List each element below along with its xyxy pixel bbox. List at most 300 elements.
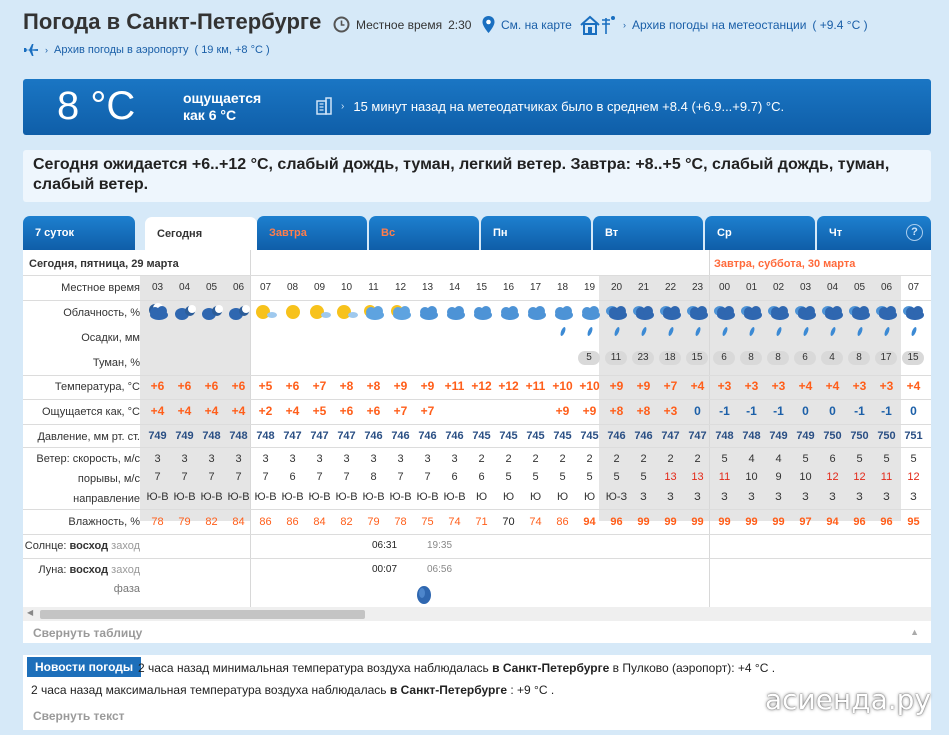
temperature-cell: +11 bbox=[525, 379, 546, 393]
wind-speed-cell: 2 bbox=[640, 453, 647, 465]
wind-speed-cell: 3 bbox=[343, 453, 350, 465]
collapse-up-icon[interactable]: ▲ bbox=[910, 627, 919, 637]
sun-prefix: Солнце: bbox=[24, 540, 67, 552]
wind-direction-cell: З bbox=[856, 491, 863, 503]
overcast-icon bbox=[846, 302, 873, 325]
overcast-icon bbox=[684, 302, 711, 325]
wind-gust-cell: 6 bbox=[478, 471, 485, 483]
partly-sunny-icon bbox=[306, 302, 333, 325]
wind-direction-cell: З bbox=[721, 491, 728, 503]
row-divider bbox=[23, 509, 931, 510]
partly-cloudy-night-icon bbox=[171, 302, 198, 325]
partly-cloudy-night-icon bbox=[225, 302, 252, 325]
partly-cloudy-night-icon bbox=[198, 302, 225, 325]
wind-direction-cell: Ю bbox=[583, 491, 596, 503]
humidity-cell: 99 bbox=[772, 516, 785, 528]
feels-like-cell: -1 bbox=[854, 404, 865, 418]
wind-gust-cell: 5 bbox=[559, 471, 566, 483]
overcast-icon bbox=[657, 302, 684, 325]
moonrise-time: 00:07 bbox=[372, 564, 398, 575]
pressure-cell: 745 bbox=[472, 430, 491, 442]
cloudy-icon bbox=[468, 302, 495, 325]
wind-speed-cell: 3 bbox=[262, 453, 269, 465]
temperature-cell: +4 bbox=[690, 379, 705, 393]
temperature-cell: +12 bbox=[498, 379, 519, 393]
tab-wednesday[interactable]: Ср bbox=[705, 216, 815, 250]
pressure-cell: 745 bbox=[553, 430, 572, 442]
hour-cell: 06 bbox=[880, 282, 893, 293]
help-icon[interactable]: ? bbox=[906, 224, 923, 241]
feels-like-cell: +4 bbox=[150, 404, 165, 418]
horizontal-scrollbar[interactable] bbox=[23, 607, 931, 621]
pressure-cell: 749 bbox=[148, 430, 167, 442]
wind-direction-cell: З bbox=[910, 491, 917, 503]
feels-like bbox=[183, 90, 261, 124]
current-weather-bar bbox=[23, 79, 931, 135]
pressure-cell: 747 bbox=[661, 430, 680, 442]
feels-like-cell: 0 bbox=[694, 404, 701, 418]
row-divider bbox=[23, 558, 931, 559]
humidity-cell: 79 bbox=[178, 516, 191, 528]
feels-like-cell: +8 bbox=[636, 404, 651, 418]
feels-like-cell: +8 bbox=[609, 404, 624, 418]
news-city: в Санкт-Петербурге bbox=[389, 683, 507, 697]
hour-cell: 07 bbox=[907, 282, 920, 293]
hour-cell: 02 bbox=[772, 282, 785, 293]
wind-speed-cell: 3 bbox=[397, 453, 404, 465]
cloudy-icon bbox=[549, 302, 576, 325]
wind-direction-cell: Ю-В bbox=[146, 491, 169, 503]
temperature-cell: +11 bbox=[444, 379, 465, 393]
wind-gust-cell: 7 bbox=[154, 471, 161, 483]
wind-direction-cell: Ю-В bbox=[200, 491, 223, 503]
station-archive-label[interactable]: Архив погоды на метеостанции bbox=[632, 18, 807, 32]
wind-gust-cell: 7 bbox=[343, 471, 350, 483]
wind-direction-cell: Ю bbox=[556, 491, 569, 503]
wind-gust-cell: 11 bbox=[718, 471, 731, 483]
pressure-cell: 746 bbox=[391, 430, 410, 442]
row-divider bbox=[23, 375, 931, 376]
wind-gust-cell: 7 bbox=[208, 471, 215, 483]
temperature-cell: +8 bbox=[339, 379, 354, 393]
tab-monday[interactable]: Пн bbox=[481, 216, 591, 250]
feels-like-cell: +9 bbox=[555, 404, 570, 418]
moon-set-label: заход bbox=[111, 564, 140, 576]
humidity-cell: 78 bbox=[394, 516, 407, 528]
pressure-cell: 748 bbox=[256, 430, 275, 442]
humidity-cell: 70 bbox=[502, 516, 515, 528]
cloudy-night-icon bbox=[144, 302, 171, 325]
cloudy-icon bbox=[576, 302, 603, 325]
temperature-cell: +4 bbox=[825, 379, 840, 393]
temperature-cell: +6 bbox=[177, 379, 192, 393]
temperature-cell: +10 bbox=[552, 379, 573, 393]
temperature-cell: +10 bbox=[579, 379, 600, 393]
wind-direction-cell: Ю-В bbox=[173, 491, 196, 503]
news-city: в Санкт-Петербурге bbox=[492, 661, 610, 675]
wind-gust-cell: 10 bbox=[745, 471, 758, 483]
wind-gust-cell: 12 bbox=[907, 471, 920, 483]
row-label-local-time: Местное время bbox=[61, 282, 140, 294]
humidity-cell: 96 bbox=[610, 516, 623, 528]
local-time-value: 2:30 bbox=[448, 17, 472, 32]
feels-like-cell: +2 bbox=[258, 404, 273, 418]
wind-speed-cell: 5 bbox=[910, 453, 917, 465]
cloudy-icon bbox=[522, 302, 549, 325]
temperature-cell: +7 bbox=[312, 379, 327, 393]
temperature-cell: +6 bbox=[285, 379, 300, 393]
wind-speed-cell: 3 bbox=[208, 453, 215, 465]
wind-speed-cell: 3 bbox=[316, 453, 323, 465]
row-label-pressure: Давление, мм рт. ст. bbox=[37, 431, 140, 443]
humidity-cell: 99 bbox=[637, 516, 650, 528]
tab-sunday[interactable]: Вс bbox=[369, 216, 479, 250]
day-tabs bbox=[23, 216, 931, 250]
wind-speed-cell: 2 bbox=[613, 453, 620, 465]
temperature-cell: +9 bbox=[609, 379, 624, 393]
hour-cell: 22 bbox=[664, 282, 677, 293]
news-text: : +9 °C . bbox=[510, 683, 555, 697]
overcast-icon bbox=[630, 302, 657, 325]
hour-cell: 15 bbox=[475, 282, 488, 293]
temperature-cell: +3 bbox=[717, 379, 732, 393]
fog-value: 8 bbox=[767, 351, 789, 365]
temperature-cell: +9 bbox=[393, 379, 408, 393]
wind-direction-cell: З bbox=[775, 491, 782, 503]
raindrop-icon bbox=[560, 327, 567, 336]
feels-like-cell: 0 bbox=[802, 404, 809, 418]
pressure-cell: 747 bbox=[337, 430, 356, 442]
row-label-moon-phase: фаза bbox=[113, 583, 140, 595]
wind-direction-cell: З bbox=[694, 491, 701, 503]
fog-value: 8 bbox=[740, 351, 762, 365]
weather-station-icon bbox=[579, 14, 617, 36]
moon-prefix: Луна: bbox=[38, 564, 67, 576]
feels-like-cell: -1 bbox=[773, 404, 784, 418]
hour-cell: 06 bbox=[232, 282, 245, 293]
hour-cell: 11 bbox=[368, 282, 379, 293]
humidity-cell: 75 bbox=[421, 516, 434, 528]
local-time bbox=[333, 16, 471, 33]
watermark-logo: асиенда.ру bbox=[764, 683, 931, 716]
wind-direction-cell: З bbox=[802, 491, 809, 503]
cloudy-icon bbox=[495, 302, 522, 325]
temperature-cell: +3 bbox=[852, 379, 867, 393]
airport-archive-link[interactable] bbox=[23, 43, 270, 57]
fog-value: 4 bbox=[821, 351, 843, 365]
humidity-cell: 74 bbox=[529, 516, 542, 528]
hour-cell: 05 bbox=[853, 282, 866, 293]
wind-gust-cell: 6 bbox=[451, 471, 458, 483]
row-label-precip: Осадки, мм bbox=[81, 332, 140, 344]
chevron-right-icon: › bbox=[341, 100, 345, 112]
wind-direction-cell: Ю-В bbox=[362, 491, 385, 503]
humidity-cell: 99 bbox=[718, 516, 731, 528]
row-label-moon bbox=[23, 564, 140, 576]
pressure-cell: 746 bbox=[634, 430, 653, 442]
hour-cell: 03 bbox=[799, 282, 812, 293]
partly-sunny-icon bbox=[333, 302, 360, 325]
hour-cell: 05 bbox=[205, 282, 218, 293]
overcast-icon bbox=[765, 302, 792, 325]
feels-like-cell: +4 bbox=[177, 404, 192, 418]
humidity-cell: 86 bbox=[556, 516, 569, 528]
temperature-cell: +9 bbox=[420, 379, 435, 393]
pressure-cell: 746 bbox=[418, 430, 437, 442]
pressure-cell: 746 bbox=[364, 430, 383, 442]
wind-direction-cell: Ю bbox=[529, 491, 542, 503]
wind-speed-cell: 3 bbox=[154, 453, 161, 465]
pressure-cell: 750 bbox=[877, 430, 896, 442]
hour-cell: 16 bbox=[502, 282, 515, 293]
airport-archive-info: ( 19 км, +8 °C ) bbox=[194, 44, 270, 56]
row-divider bbox=[23, 275, 931, 276]
hour-cell: 03 bbox=[151, 282, 164, 293]
wind-speed-cell: 4 bbox=[748, 453, 755, 465]
tab-thursday[interactable] bbox=[817, 216, 931, 250]
row-divider bbox=[23, 447, 931, 448]
wind-direction-cell: Ю-В bbox=[443, 491, 466, 503]
news-text: в Пулково (аэропорт): +4 °C . bbox=[612, 661, 776, 675]
temperature-cell: +12 bbox=[471, 379, 492, 393]
hour-cell: 07 bbox=[259, 282, 272, 293]
temperature-cell: +3 bbox=[771, 379, 786, 393]
temperature-cell: +8 bbox=[366, 379, 381, 393]
temperature-cell: +6 bbox=[204, 379, 219, 393]
overcast-icon bbox=[738, 302, 765, 325]
news-text: 2 часа назад максимальная температура воздуха наблюдалась bbox=[31, 683, 387, 697]
humidity-cell: 99 bbox=[745, 516, 758, 528]
wind-gust-cell: 5 bbox=[586, 471, 593, 483]
wind-direction-cell: Ю-В bbox=[335, 491, 358, 503]
temperature-cell: +6 bbox=[231, 379, 246, 393]
scroll-left-icon[interactable]: ◀ bbox=[27, 608, 34, 617]
feels-like-cell: 0 bbox=[829, 404, 836, 418]
wind-speed-cell: 3 bbox=[235, 453, 242, 465]
feels-like-cell: +7 bbox=[393, 404, 408, 418]
row-label-fog: Туман, % bbox=[92, 357, 140, 369]
pressure-cell: 748 bbox=[229, 430, 248, 442]
local-time-label: Местное время bbox=[356, 17, 443, 32]
wind-direction-cell: З bbox=[829, 491, 836, 503]
hour-cell: 17 bbox=[529, 282, 542, 293]
hour-cell: 00 bbox=[718, 282, 731, 293]
humidity-cell: 84 bbox=[313, 516, 326, 528]
building-icon bbox=[316, 97, 332, 115]
hour-cell: 12 bbox=[394, 282, 407, 293]
fog-value: 8 bbox=[848, 351, 870, 365]
humidity-cell: 99 bbox=[691, 516, 704, 528]
cloudy-icon bbox=[414, 302, 441, 325]
pressure-cell: 751 bbox=[904, 430, 923, 442]
wind-direction-cell: З bbox=[748, 491, 755, 503]
pressure-cell: 746 bbox=[445, 430, 464, 442]
feels-like-cell: -1 bbox=[719, 404, 730, 418]
wind-direction-cell: Ю-В bbox=[254, 491, 277, 503]
row-label-direction: направление bbox=[73, 493, 140, 505]
feels-like-cell: +5 bbox=[312, 404, 327, 418]
hour-cell: 01 bbox=[745, 282, 758, 293]
feels-like-cell: +3 bbox=[663, 404, 678, 418]
wind-gust-cell: 7 bbox=[262, 471, 269, 483]
fog-value: 15 bbox=[902, 351, 924, 365]
pressure-cell: 747 bbox=[688, 430, 707, 442]
day-tomorrow-label: Завтра, суббота, 30 марта bbox=[714, 258, 856, 270]
humidity-cell: 86 bbox=[286, 516, 299, 528]
row-label-temp: Температура, °C bbox=[54, 381, 140, 393]
current-temperature: 8 °C bbox=[57, 84, 136, 128]
news-badge: Новости погоды bbox=[27, 657, 141, 677]
sensor-info bbox=[316, 97, 784, 115]
wind-gust-cell: 6 bbox=[289, 471, 296, 483]
hour-cell: 20 bbox=[610, 282, 623, 293]
tab-tomorrow[interactable]: Завтра bbox=[257, 216, 367, 250]
tab-thursday-label: Чт bbox=[829, 227, 843, 239]
sun-rise-label: восход bbox=[69, 540, 109, 552]
pressure-cell: 745 bbox=[526, 430, 545, 442]
news-text: 2 часа назад минимальная температура воздуха наблюдалась bbox=[138, 661, 489, 675]
collapse-text-button[interactable]: Свернуть текст bbox=[33, 709, 125, 723]
humidity-cell: 86 bbox=[259, 516, 272, 528]
pressure-cell: 747 bbox=[283, 430, 302, 442]
pressure-cell: 750 bbox=[850, 430, 869, 442]
wind-gust-cell: 7 bbox=[397, 471, 404, 483]
header bbox=[0, 0, 949, 72]
partly-cloudy-icon bbox=[360, 302, 387, 325]
fog-value: 23 bbox=[632, 351, 654, 365]
station-archive-link[interactable] bbox=[579, 14, 868, 36]
wind-gust-cell: 13 bbox=[664, 471, 677, 483]
chevron-right-icon: › bbox=[45, 45, 48, 55]
overcast-icon bbox=[711, 302, 738, 325]
pressure-cell: 748 bbox=[715, 430, 734, 442]
pressure-cell: 749 bbox=[769, 430, 788, 442]
wind-direction-cell: Ю-В bbox=[416, 491, 439, 503]
feels-like-line2: как 6 °C bbox=[183, 107, 237, 123]
wind-gust-cell: 5 bbox=[532, 471, 539, 483]
fog-value: 17 bbox=[875, 351, 897, 365]
collapse-table-button[interactable]: Свернуть таблицу bbox=[33, 626, 143, 640]
airport-archive-label[interactable]: Архив погоды в аэропорту bbox=[54, 44, 189, 56]
feels-like-cell: -1 bbox=[881, 404, 892, 418]
wind-gust-cell: 8 bbox=[370, 471, 377, 483]
temperature-cell: +7 bbox=[663, 379, 678, 393]
wind-speed-cell: 2 bbox=[694, 453, 701, 465]
tab-today[interactable]: Сегодня bbox=[145, 217, 257, 250]
hour-cell: 21 bbox=[637, 282, 650, 293]
temperature-cell: +4 bbox=[906, 379, 921, 393]
overcast-icon bbox=[900, 302, 927, 325]
wind-speed-cell: 2 bbox=[478, 453, 485, 465]
wind-gust-cell: 11 bbox=[880, 471, 893, 483]
raindrop-icon bbox=[911, 327, 918, 336]
row-label-humidity: Влажность, % bbox=[68, 516, 140, 528]
wind-speed-cell: 2 bbox=[586, 453, 593, 465]
feels-like-cell: +7 bbox=[420, 404, 435, 418]
hour-cell: 04 bbox=[178, 282, 191, 293]
wind-speed-cell: 3 bbox=[289, 453, 296, 465]
row-label-wind: Ветер: скорость, м/с bbox=[36, 453, 140, 465]
hourly-table bbox=[23, 250, 931, 643]
row-divider bbox=[23, 424, 931, 425]
row-divider bbox=[23, 534, 931, 535]
wind-gust-cell: 7 bbox=[424, 471, 431, 483]
wind-gust-cell: 7 bbox=[181, 471, 188, 483]
wind-gust-cell: 9 bbox=[775, 471, 782, 483]
feels-like-cell: +4 bbox=[231, 404, 246, 418]
pressure-cell: 748 bbox=[742, 430, 761, 442]
overcast-icon bbox=[603, 302, 630, 325]
temperature-cell: +6 bbox=[150, 379, 165, 393]
humidity-cell: 96 bbox=[853, 516, 866, 528]
scrollbar-thumb[interactable] bbox=[40, 610, 365, 619]
row-label-gusts: порывы, м/с bbox=[77, 473, 140, 485]
wind-speed-cell: 3 bbox=[181, 453, 188, 465]
hour-cell: 10 bbox=[340, 282, 353, 293]
fog-value: 11 bbox=[605, 351, 627, 365]
wind-gust-cell: 10 bbox=[799, 471, 812, 483]
temperature-cell: +9 bbox=[636, 379, 651, 393]
sun-set-label: заход bbox=[111, 540, 140, 552]
feels-like-line1: ощущается bbox=[183, 90, 262, 106]
map-link[interactable] bbox=[482, 16, 572, 33]
map-pin-icon bbox=[482, 16, 495, 33]
hour-cell: 08 bbox=[286, 282, 299, 293]
partly-sunny-icon bbox=[252, 302, 279, 325]
overcast-icon bbox=[873, 302, 900, 325]
wind-speed-cell: 2 bbox=[667, 453, 674, 465]
row-label-cloud: Облачность, % bbox=[63, 307, 140, 319]
wind-direction-cell: Ю-В bbox=[227, 491, 250, 503]
moonset-time: 06:56 bbox=[427, 564, 453, 575]
temperature-cell: +3 bbox=[744, 379, 759, 393]
moon-phase-icon bbox=[416, 585, 432, 605]
wind-speed-cell: 6 bbox=[829, 453, 836, 465]
humidity-cell: 78 bbox=[151, 516, 164, 528]
news-item bbox=[138, 661, 775, 675]
fog-value: 15 bbox=[686, 351, 708, 365]
tab-7-days[interactable]: 7 суток bbox=[23, 216, 135, 250]
tab-tuesday[interactable]: Вт bbox=[593, 216, 703, 250]
humidity-cell: 94 bbox=[826, 516, 839, 528]
wind-direction-cell: З bbox=[640, 491, 647, 503]
pressure-cell: 747 bbox=[310, 430, 329, 442]
humidity-cell: 82 bbox=[205, 516, 218, 528]
map-link-label[interactable]: См. на карте bbox=[501, 17, 572, 32]
humidity-cell: 96 bbox=[880, 516, 893, 528]
overcast-icon bbox=[819, 302, 846, 325]
temperature-cell: +5 bbox=[258, 379, 273, 393]
feels-like-cell: +4 bbox=[204, 404, 219, 418]
wind-speed-cell: 4 bbox=[775, 453, 782, 465]
wind-speed-cell: 3 bbox=[424, 453, 431, 465]
pressure-cell: 745 bbox=[580, 430, 599, 442]
humidity-cell: 79 bbox=[367, 516, 380, 528]
pressure-cell: 746 bbox=[607, 430, 626, 442]
wind-direction-cell: Ю bbox=[475, 491, 488, 503]
fog-value: 5 bbox=[578, 351, 600, 365]
hour-cell: 13 bbox=[421, 282, 434, 293]
partly-cloudy-icon bbox=[387, 302, 414, 325]
sunset-time: 19:35 bbox=[427, 540, 453, 551]
wind-direction-cell: Ю-В bbox=[281, 491, 304, 503]
sunrise-time: 06:31 bbox=[372, 540, 398, 551]
wind-gust-cell: 13 bbox=[691, 471, 704, 483]
row-label-feels: Ощущается как, °C bbox=[41, 406, 140, 418]
news-item bbox=[31, 683, 554, 697]
moon-rise-label: восход bbox=[69, 564, 109, 576]
humidity-cell: 71 bbox=[475, 516, 488, 528]
